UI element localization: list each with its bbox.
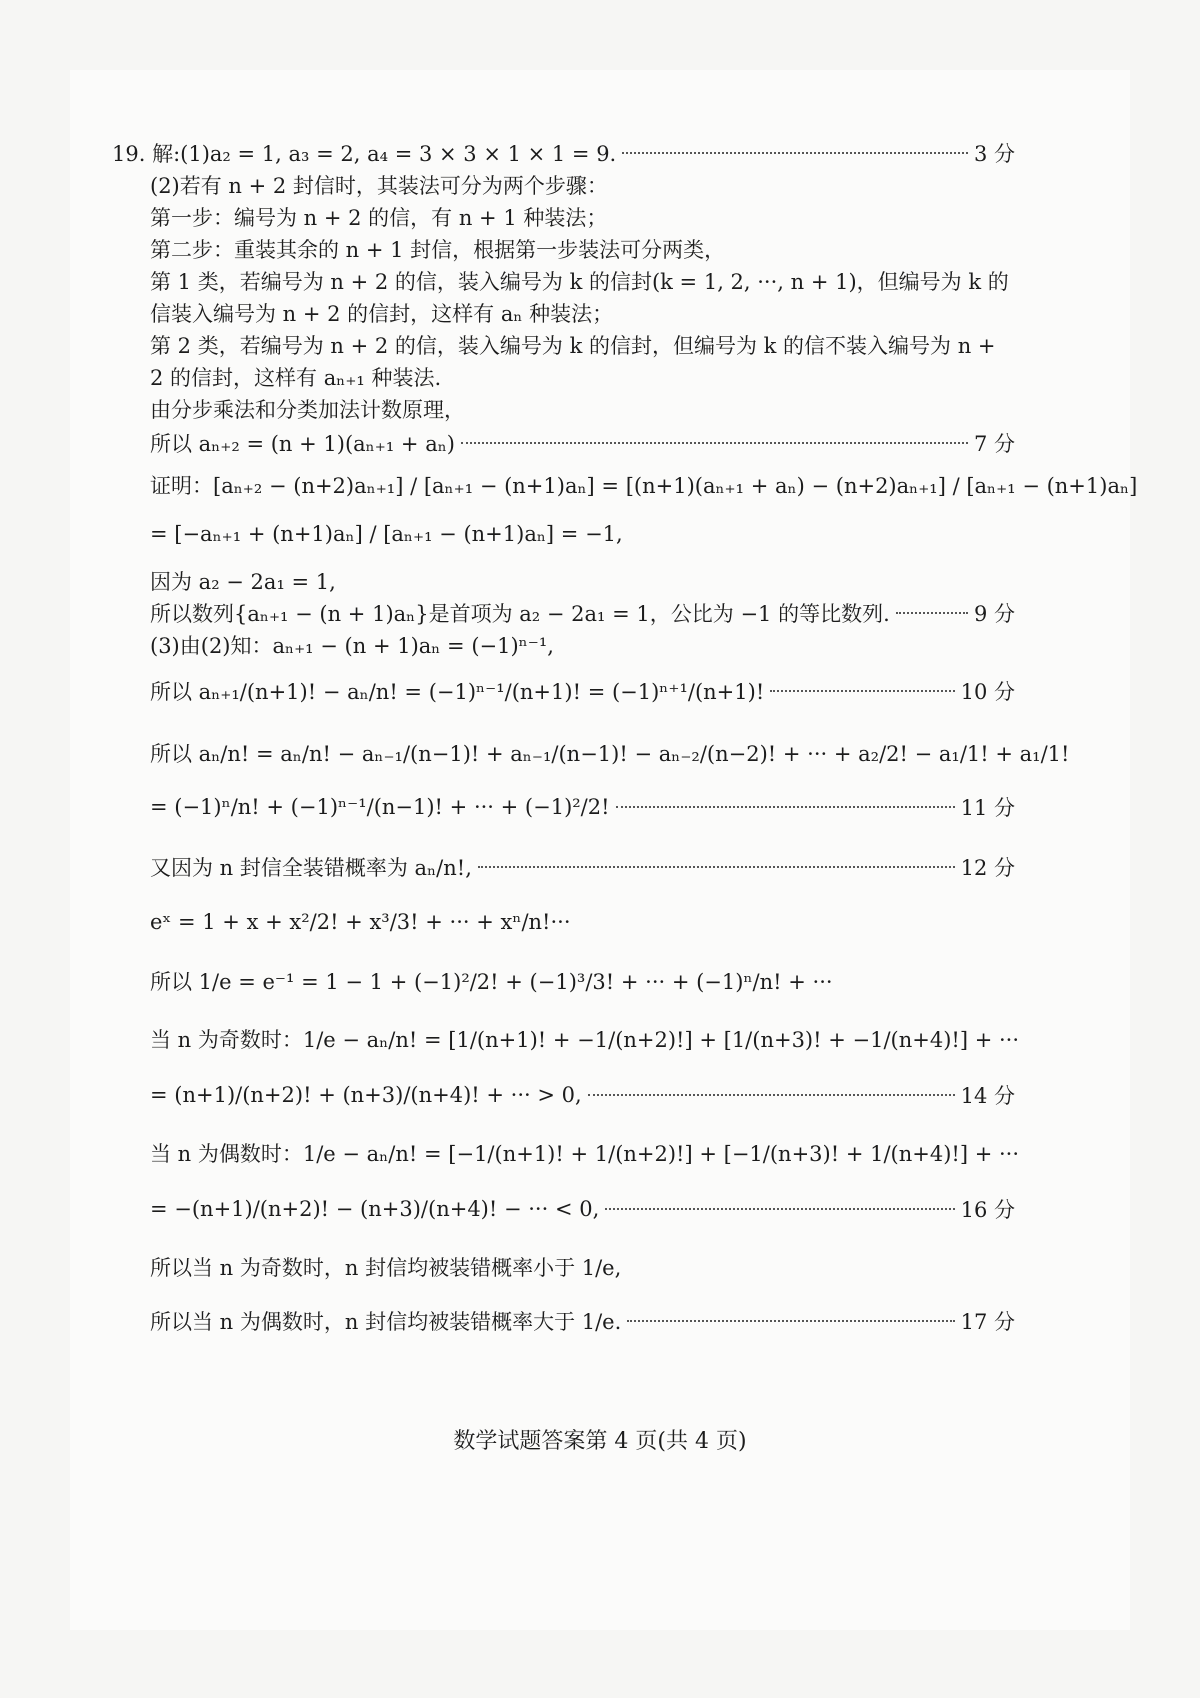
solution-line-21: 所以 1/e = e⁻¹ = 1 − 1 + (−1)²/2! + (−1)³/3! + ··· + (−1)ⁿ/n! + ···: [150, 970, 833, 994]
solution-line-16: 所以 aₙ₊₁/(n+1)! − aₙ/n! = (−1)ⁿ⁻¹/(n+1)! = (−1)ⁿ⁺¹/(n+1)! 10 分: [150, 676, 1015, 706]
score-label: 17 分: [960, 1310, 1015, 1334]
leader-dots: [896, 612, 968, 614]
leader-dots: [605, 1208, 954, 1210]
solution-line-3: 第一步：编号为 n + 2 的信，有 n + 1 种装法；: [150, 206, 608, 230]
page-footer: 数学试题答案第 4 页(共 4 页): [453, 1429, 747, 1454]
leader-dots: [588, 1094, 955, 1096]
solution-line-20: eˣ = 1 + x + x²/2! + x³/3! + ··· + xⁿ/n!···: [150, 910, 571, 934]
solution-line-4: 第二步：重装其余的 n + 1 封信，根据第一步装法可分两类，: [150, 238, 726, 262]
solution-line-19: 又因为 n 封信全装错概率为 aₙ/n!, 12 分: [150, 852, 1015, 882]
solution-line-11: 证明：[aₙ₊₂ − (n+2)aₙ₊₁] / [aₙ₊₁ − (n+1)aₙ] = [(n+1)(aₙ₊₁ + aₙ) − (n+2)aₙ₊₁] / [aₙ₊₁ − (n+1)aₙ]: [150, 474, 1138, 498]
score-label: 3 分: [973, 142, 1015, 166]
solution-line-18: = (−1)ⁿ/n! + (−1)ⁿ⁻¹/(n−1)! + ··· + (−1)²/2! 11 分: [150, 792, 1015, 822]
leader-dots: [770, 690, 954, 692]
solution-line-6: 信装入编号为 n + 2 的信封，这样有 aₙ 种装法；: [150, 302, 614, 326]
score-label: 9 分: [973, 602, 1015, 626]
solution-line-23: = (n+1)/(n+2)! + (n+3)/(n+4)! + ··· > 0, 14 分: [150, 1080, 1015, 1110]
solution-line-17: 所以 aₙ/n! = aₙ/n! − aₙ₋₁/(n−1)! + aₙ₋₁/(n−1)! − aₙ₋₂/(n−2)! + ··· + a₂/2! − a₁/1! + a₁/1!: [150, 742, 1070, 766]
leader-dots: [627, 1320, 954, 1322]
score-label: 14 分: [960, 1084, 1015, 1108]
score-label: 11 分: [960, 796, 1015, 820]
solution-line-22: 当 n 为奇数时：1/e − aₙ/n! = [1/(n+1)! + −1/(n+2)!] + [1/(n+3)! + −1/(n+4)!] + ···: [150, 1028, 1020, 1052]
solution-line-13: 因为 a₂ − 2a₁ = 1,: [150, 570, 336, 594]
solution-line-7: 第 2 类，若编号为 n + 2 的信，装入编号为 k 的信封，但编号为 k 的信不装入编号为 n +: [150, 334, 996, 358]
score-label: 7 分: [973, 432, 1015, 456]
solution-line-26: 所以当 n 为奇数时，n 封信均被装错概率小于 1/e,: [150, 1256, 622, 1280]
score-label: 10 分: [960, 680, 1015, 704]
leader-dots: [622, 152, 968, 154]
solution-line-27: 所以当 n 为偶数时，n 封信均被装错概率大于 1/e. 17 分: [150, 1306, 1015, 1336]
solution-line-10: 所以 aₙ₊₂ = (n + 1)(aₙ₊₁ + aₙ) 7 分: [150, 428, 1015, 458]
solution-line-12: = [−aₙ₊₁ + (n+1)aₙ] / [aₙ₊₁ − (n+1)aₙ] = −1,: [150, 522, 623, 546]
solution-line-15: (3)由(2)知：aₙ₊₁ − (n + 1)aₙ = (−1)ⁿ⁻¹,: [150, 634, 554, 658]
score-label: 16 分: [960, 1198, 1015, 1222]
leader-dots: [461, 442, 968, 444]
leader-dots: [616, 806, 955, 808]
solution-line-1: 19. 解:(1)a₂ = 1, a₃ = 2, a₄ = 3 × 3 × 1 × 1 = 9. 3 分: [112, 138, 1015, 168]
solution-line-9: 由分步乘法和分类加法计数原理，: [150, 398, 465, 422]
solution-line-8: 2 的信封，这样有 aₙ₊₁ 种装法.: [150, 366, 442, 390]
solution-line-24: 当 n 为偶数时：1/e − aₙ/n! = [−1/(n+1)! + 1/(n+2)!] + [−1/(n+3)! + 1/(n+4)!] + ···: [150, 1142, 1020, 1166]
solution-line-25: = −(n+1)/(n+2)! − (n+3)/(n+4)! − ··· < 0, 16 分: [150, 1194, 1015, 1224]
solution-line-5: 第 1 类，若编号为 n + 2 的信，装入编号为 k 的信封(k = 1, 2, ···, n + 1)，但编号为 k 的: [150, 270, 1009, 294]
leader-dots: [478, 866, 955, 868]
score-label: 12 分: [960, 856, 1015, 880]
solution-line-14: 所以数列{aₙ₊₁ − (n + 1)aₙ}是首项为 a₂ − 2a₁ = 1，公比为 −1 的等比数列. 9 分: [150, 598, 1015, 628]
solution-line-2: (2)若有 n + 2 封信时，其装法可分为两个步骤：: [150, 174, 608, 198]
